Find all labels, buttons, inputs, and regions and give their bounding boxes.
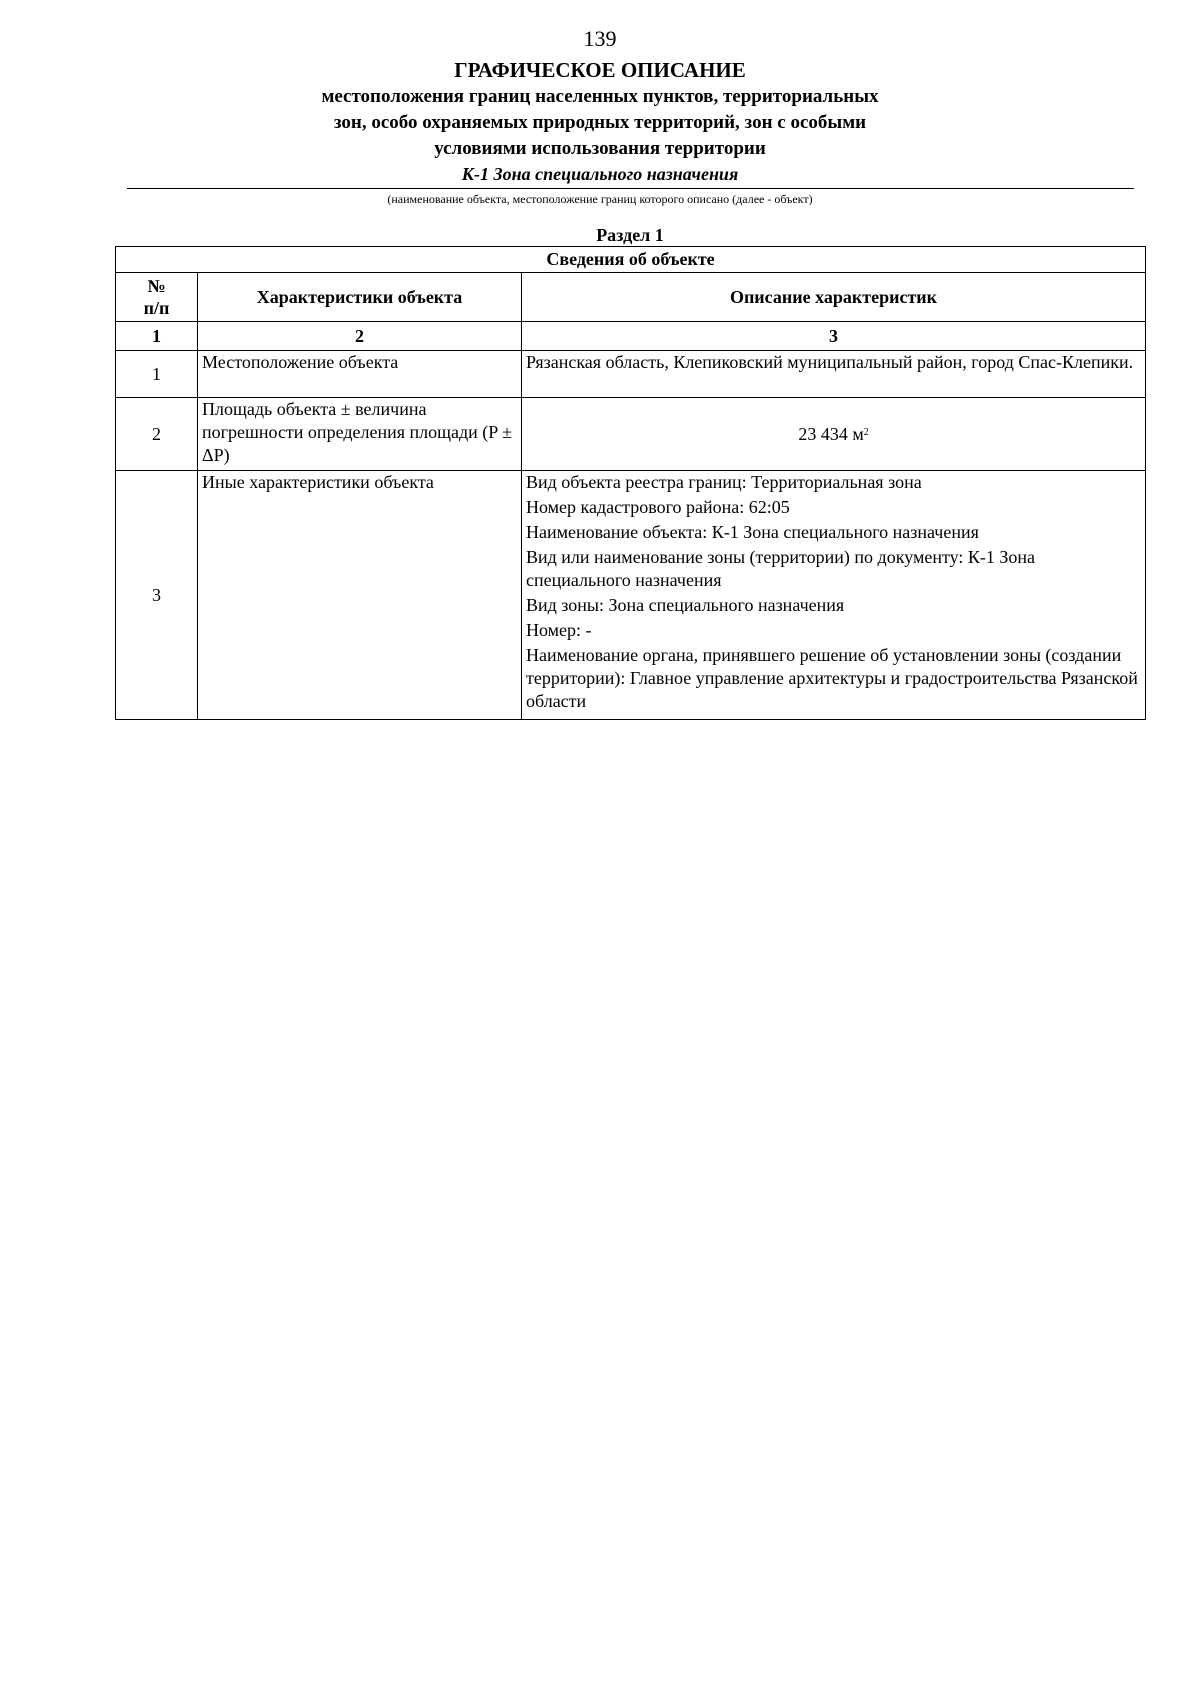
header-characteristic: Характеристики объекта (198, 273, 522, 322)
document-title: ГРАФИЧЕСКОЕ ОПИСАНИЕ (454, 58, 746, 82)
object-name: К-1 Зона специального назначения (461, 164, 739, 184)
row-number: 1 (116, 351, 198, 398)
description-line: Номер: - (526, 620, 592, 640)
row-description (522, 471, 1146, 720)
row-characteristic: Местоположение объекта (198, 351, 522, 398)
description-line: Вид зоны: Зона специального назначения (526, 595, 845, 615)
row-characteristic: Площадь объекта ± величина погрешности определения площади (P ± ΔP) (198, 398, 522, 471)
column-number: 2 (198, 322, 522, 351)
table-caption: Сведения об объекте (116, 247, 1146, 273)
row-characteristic: Иные характеристики объекта (198, 471, 522, 720)
column-number: 3 (522, 322, 1146, 351)
page-number: 139 (583, 26, 617, 51)
header-description: Описание характеристик (522, 273, 1146, 322)
subtitle-line: условиями использования территории (434, 138, 766, 159)
subtitle-line: зон, особо охраняемых природных территорий, зон с особыми (333, 112, 867, 133)
document-subtitle (250, 84, 950, 162)
description-line: Наименование органа, принявшего решение об установлении зоны (создании территории): Главное управление архитектуры и градостроительства Рязанской области (526, 645, 1138, 711)
header-num: № п/п (116, 273, 198, 322)
table-row (116, 471, 1146, 720)
description-line: Наименование объекта: К-1 Зона специального назначения (526, 522, 979, 542)
row-description (522, 398, 1146, 471)
object-name-caption: (наименование объекта, местоположение границ которого описано (далее - объект) (387, 192, 813, 206)
description-line: Рязанская область, Клепиковский муниципальный район, город Спас-Клепики. (526, 352, 1134, 372)
description-line: Вид объекта реестра границ: Территориальная зона (526, 472, 922, 492)
row-number: 2 (116, 398, 198, 471)
row-number: 3 (116, 471, 198, 720)
section-label: Раздел 1 (596, 225, 664, 245)
table-row (116, 351, 1146, 398)
table-row (116, 398, 1146, 471)
object-info-table (115, 246, 1146, 720)
row-description (522, 351, 1146, 398)
description-line: Номер кадастрового района: 62:05 (526, 497, 790, 517)
area-unit-superscript: 2 (863, 426, 869, 438)
description-line: Вид или наименование зоны (территории) по документу: К-1 Зона специального назначения (526, 547, 1036, 590)
column-number: 1 (116, 322, 198, 351)
area-value: 23 434 м (798, 423, 864, 444)
object-name-underline (127, 188, 1134, 189)
subtitle-line: местоположения границ населенных пунктов, территориальных (321, 86, 879, 107)
